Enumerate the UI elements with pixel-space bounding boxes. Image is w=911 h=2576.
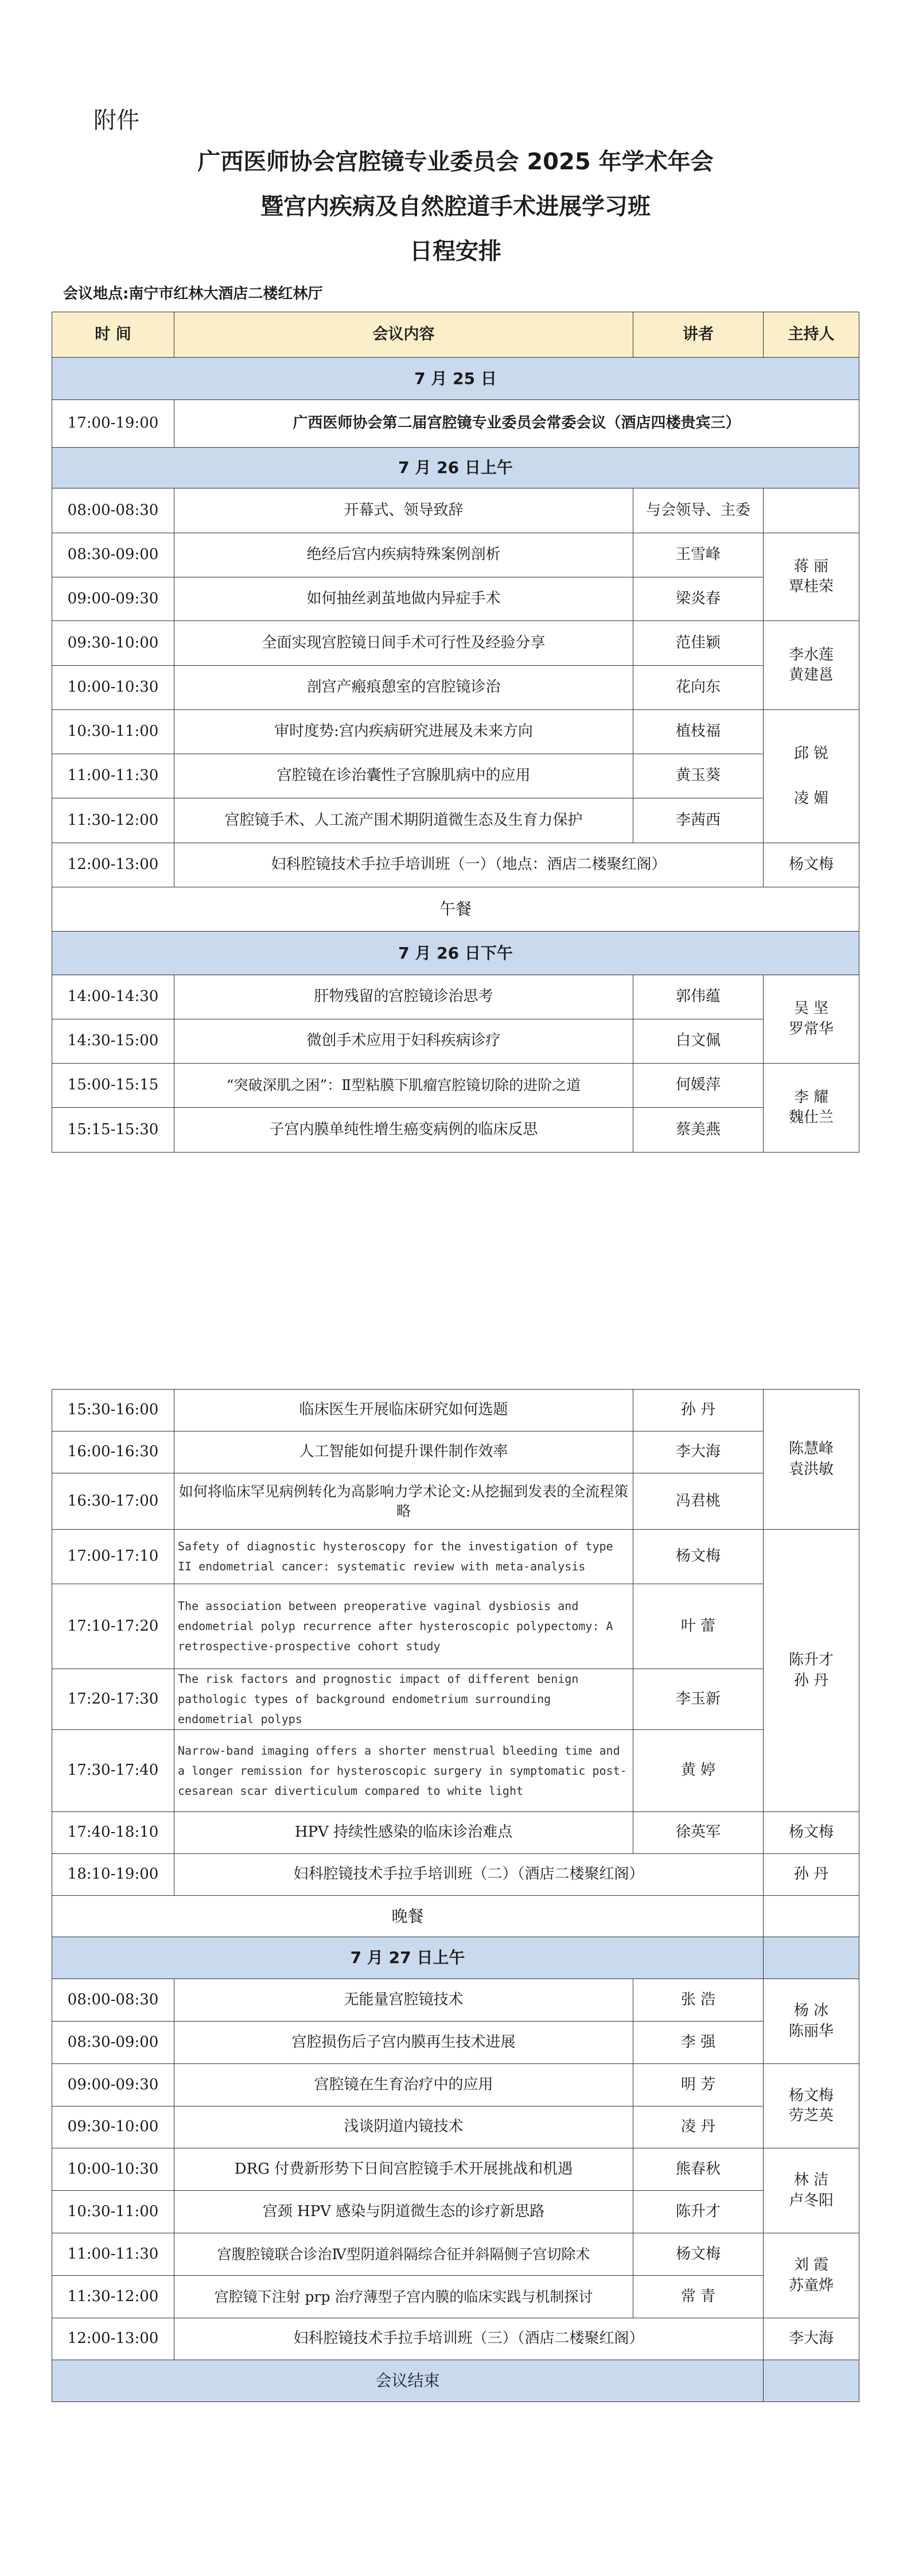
row-time: 08:00-08:30: [52, 1979, 174, 2022]
row-topic: 妇科腔镜技术手拉手培训班（三）（酒店二楼聚红阁）: [174, 2318, 764, 2360]
row-topic: 如何抽丝剥茧地做内异症手术: [174, 577, 633, 621]
venue: 会议地点:南宁市红林大酒店二楼红林厅: [63, 285, 323, 302]
row-topic: DRG 付费新形势下日间宫腔镜手术开展挑战和机遇: [174, 2148, 633, 2191]
row-time: 15:00-15:15: [52, 1064, 174, 1108]
header-content: 会议内容: [174, 312, 633, 358]
host-cell: [764, 1854, 859, 1896]
row-topic: 宫腔镜下注射 prp 治疗薄型子宫内膜的临床实践与机制探讨: [174, 2276, 633, 2318]
host-name: 凌 媚: [793, 789, 829, 807]
row-time: 08:30-09:00: [52, 533, 174, 577]
row-topic: 宫腔镜在生育治疗中的应用: [174, 2064, 633, 2106]
host-cell: [764, 1390, 859, 1530]
row-time: 08:30-09:00: [52, 2022, 174, 2064]
host-name: 杨文梅: [788, 2086, 834, 2104]
table-row: [52, 1854, 859, 1896]
row-time: 10:30-11:00: [52, 2191, 174, 2233]
row-time: 12:00-13:00: [52, 2318, 174, 2360]
row-topic: 宫腔镜手术、人工流产围术期阴道微生态及生育力保护: [174, 798, 633, 843]
host-name: 杨 冰: [793, 2002, 829, 2020]
row-time: 12:00-13:00: [52, 843, 174, 887]
row-time: 14:30-15:00: [52, 1019, 174, 1064]
schedule-table-part-1: [52, 312, 859, 1153]
empty-cell: [764, 1896, 859, 1937]
row-speaker: 植枝福: [633, 710, 764, 754]
table-row: [52, 1019, 859, 1064]
host-name: 陈丽华: [788, 2022, 834, 2040]
host-name: 陈升才: [788, 1651, 834, 1669]
row-time: 17:00-19:00: [52, 400, 174, 448]
host-name: 杨文梅: [788, 1824, 834, 1841]
host-name: 林 洁: [793, 2171, 829, 2189]
row-speaker: 李茜西: [633, 798, 764, 843]
row-time: 18:10-19:00: [52, 1854, 174, 1896]
table-row: [52, 2022, 859, 2064]
row-topic: 无能量宫腔镜技术: [174, 1979, 633, 2022]
row-topic: 人工智能如何提升课件制作效率: [174, 1431, 633, 1473]
row-speaker: 杨文梅: [633, 1530, 764, 1584]
row-speaker: 孙 丹: [633, 1390, 764, 1431]
row-topic: 妇科腔镜技术手拉手培训班（一）（地点：酒店二楼聚红阁）: [174, 843, 764, 887]
table-row: [52, 2148, 859, 2191]
row-speaker: 何媛萍: [633, 1064, 764, 1108]
row-time: 11:00-11:30: [52, 754, 174, 798]
row-topic: 浅谈阴道内镜技术: [174, 2106, 633, 2148]
table-row: [52, 754, 859, 798]
host-cell: [764, 2233, 859, 2318]
section-row-day2-am: [52, 448, 859, 488]
row-time: 09:00-09:30: [52, 577, 174, 621]
table-row: [52, 1431, 859, 1473]
row-time: 09:00-09:30: [52, 2064, 174, 2106]
table-row: [52, 975, 859, 1019]
row-time: 09:30-10:00: [52, 2106, 174, 2148]
row-time: 10:30-11:00: [52, 710, 174, 754]
host-cell: [764, 2318, 859, 2360]
host-name: 刘 霞: [793, 2256, 829, 2274]
row-topic: The risk factors and prognostic impact of different benign pathologic types of background endometrium surrounding endometrial polyps: [174, 1669, 633, 1730]
row-speaker: 常 青: [633, 2276, 764, 2318]
row-speaker: 花向东: [633, 666, 764, 710]
host-name: 魏仕兰: [788, 1109, 834, 1126]
host-cell: [764, 533, 859, 621]
doc-title-line-3: 日程安排: [410, 238, 501, 265]
host-cell: [764, 1979, 859, 2064]
row-speaker: 黄玉葵: [633, 754, 764, 798]
table-header-row: [52, 312, 859, 358]
table-row: [52, 2064, 859, 2106]
row-topic: 剖宫产瘢痕憩室的宫腔镜诊治: [174, 666, 633, 710]
row-topic: 全面实现宫腔镜日间手术可行性及经验分享: [174, 621, 633, 666]
table-row: [52, 1669, 859, 1730]
row-topic: 宫腹腔镜联合诊治Ⅳ型阴道斜隔综合征并斜隔侧子宫切除术: [174, 2233, 633, 2276]
row-time: 08:00-08:30: [52, 488, 174, 533]
meal-row: [52, 1896, 859, 1937]
section-row-day2-pm: [52, 932, 859, 975]
host-cell: [764, 1530, 859, 1812]
section-label: 7 月 27 日上午: [52, 1937, 764, 1979]
host-cell: [764, 1064, 859, 1153]
host-name: 李 耀: [793, 1088, 829, 1106]
row-time: 11:30-12:00: [52, 2276, 174, 2318]
row-time: 11:00-11:30: [52, 2233, 174, 2276]
row-speaker: 梁炎春: [633, 577, 764, 621]
host-cell: [764, 2148, 859, 2233]
row-topic: 肝物残留的宫腔镜诊治思考: [174, 975, 633, 1019]
row-topic: HPV 持续性感染的临床诊治难点: [174, 1812, 633, 1854]
section-label: 7 月 26 日下午: [52, 932, 859, 975]
row-time: 09:30-10:00: [52, 621, 174, 666]
row-time: 10:00-10:30: [52, 2148, 174, 2191]
table-row: [52, 666, 859, 710]
host-cell: [764, 843, 859, 887]
table-row: [52, 843, 859, 887]
row-time: 14:00-14:30: [52, 975, 174, 1019]
table-row: [52, 710, 859, 754]
row-topic: 开幕式、领导致辞: [174, 488, 633, 533]
row-time: 11:30-12:00: [52, 798, 174, 843]
section-label: 7 月 25 日: [52, 358, 859, 400]
closing-row: [52, 2360, 859, 2402]
table-row: [52, 798, 859, 843]
meal-label: 晚餐: [52, 1896, 764, 1937]
host-cell: [764, 975, 859, 1064]
row-speaker: 徐英军: [633, 1812, 764, 1854]
host-name: 苏童烨: [788, 2276, 834, 2294]
row-speaker: 杨文梅: [633, 2233, 764, 2276]
host-name: 黄建邕: [788, 666, 834, 684]
table-row: [52, 1064, 859, 1108]
row-topic: 如何将临床罕见病例转化为高影响力学术论文:从挖掘到发表的全流程策略: [174, 1473, 633, 1530]
table-row: [52, 2318, 859, 2360]
row-topic: 微创手术应用于妇科疾病诊疗: [174, 1019, 633, 1064]
row-time: 16:30-17:00: [52, 1473, 174, 1530]
row-time: 17:10-17:20: [52, 1584, 174, 1669]
host-cell: [764, 2064, 859, 2148]
row-time: 17:40-18:10: [52, 1812, 174, 1854]
table-row: [52, 2276, 859, 2318]
row-speaker: 李 强: [633, 2022, 764, 2064]
row-time: 15:30-16:00: [52, 1390, 174, 1431]
host-name: 杨文梅: [788, 856, 834, 874]
host-name: 蒋 丽: [793, 557, 829, 575]
meal-label: 午餐: [52, 887, 859, 932]
section-label: 7 月 26 日上午: [52, 448, 859, 488]
row-speaker: 李玉新: [633, 1669, 764, 1730]
row-speaker: 叶 蕾: [633, 1584, 764, 1669]
host-name: 陈慧峰: [788, 1440, 834, 1458]
row-speaker: 郭伟蕴: [633, 975, 764, 1019]
row-speaker: 张 浩: [633, 1979, 764, 2022]
row-topic: 临床医生开展临床研究如何选题: [174, 1390, 633, 1431]
section-row-day1: [52, 358, 859, 400]
table-row: [52, 1473, 859, 1530]
row-speaker: 黄 婷: [633, 1730, 764, 1812]
row-topic: The association between preoperative vaginal dysbiosis and endometrial polyp recurrence after hysteroscopic polypectomy: A retrospective-prospective cohort study: [174, 1584, 633, 1669]
host-name: 李大海: [788, 2330, 834, 2348]
empty-cell: [764, 1937, 859, 1979]
section-row-day3-am: [52, 1937, 859, 1979]
row-time: 10:00-10:30: [52, 666, 174, 710]
host-cell: [764, 621, 859, 710]
row-topic: 妇科腔镜技术手拉手培训班（二）（酒店二楼聚红阁）: [174, 1854, 764, 1896]
host-name: 吴 坚: [793, 1000, 829, 1018]
row-speaker: 白文佩: [633, 1019, 764, 1064]
host-name: 孙 丹: [793, 1865, 829, 1883]
row-speaker: 凌 丹: [633, 2106, 764, 2148]
row-topic: 广西医师协会第二届宫腔镜专业委员会常委会议（酒店四楼贵宾三）: [174, 400, 859, 448]
doc-title-line-1: 广西医师协会宫腔镜专业委员会 2025 年学术年会: [197, 149, 714, 175]
row-topic: Narrow-band imaging offers a shorter menstrual bleeding time and a longer remission for hysteroscopic surgery in symptomatic post-cesarean scar diverticulum compared to white light: [174, 1730, 633, 1812]
table-row: [52, 1390, 859, 1431]
table-row: [52, 533, 859, 577]
row-topic: Safety of diagnostic hysteroscopy for the investigation of type II endometrial cancer: systematic review with meta-analysis: [174, 1530, 633, 1584]
row-speaker: 明 芳: [633, 2064, 764, 2106]
host-cell: [764, 488, 859, 533]
row-speaker: 范佳颖: [633, 621, 764, 666]
table-row: [52, 1812, 859, 1854]
row-topic: 绝经后宫内疾病特殊案例剖析: [174, 533, 633, 577]
table-row: [52, 621, 859, 666]
row-topic: 宫腔损伤后子宫内膜再生技术进展: [174, 2022, 633, 2064]
empty-cell: [764, 2360, 859, 2402]
row-time: 16:00-16:30: [52, 1431, 174, 1473]
table-row: [52, 1584, 859, 1669]
table-row: [52, 488, 859, 533]
row-topic: 子宫内膜单纯性增生癌变病例的临床反思: [174, 1108, 633, 1153]
table-row: [52, 1730, 859, 1812]
table-row: [52, 1979, 859, 2022]
header-time: 时 间: [52, 312, 174, 358]
row-topic: 审时度势:宫内疾病研究进展及未来方向: [174, 710, 633, 754]
host-name: 劳芝英: [788, 2107, 834, 2124]
row-topic: “突破深肌之困”：Ⅱ型粘膜下肌瘤宫腔镜切除的进阶之道: [174, 1064, 633, 1108]
row-topic: 宫腔镜在诊治囊性子宫腺肌病中的应用: [174, 754, 633, 798]
host-name: 覃桂荣: [788, 578, 834, 595]
host-name: 李水莲: [788, 646, 834, 664]
table-row: [52, 1530, 859, 1584]
table-row: [52, 1108, 859, 1153]
host-name: 罗常华: [788, 1020, 834, 1038]
row-speaker: 冯君桃: [633, 1473, 764, 1530]
closing-label: 会议结束: [52, 2360, 764, 2402]
doc-title-line-2: 暨宫内疾病及自然腔道手术进展学习班: [260, 193, 651, 220]
host-name: 袁洪敏: [788, 1460, 834, 1478]
host-cell: [764, 1812, 859, 1854]
table-row: [52, 400, 859, 448]
table-row: [52, 577, 859, 621]
row-speaker: 熊春秋: [633, 2148, 764, 2191]
row-speaker: 与会领导、主委: [633, 488, 764, 533]
table-row: [52, 2106, 859, 2148]
row-speaker: 李大海: [633, 1431, 764, 1473]
row-speaker: 王雪峰: [633, 533, 764, 577]
row-time: 17:00-17:10: [52, 1530, 174, 1584]
host-name: 卢冬阳: [788, 2191, 834, 2209]
host-cell: [764, 710, 859, 843]
meal-row: [52, 887, 859, 932]
table-row: [52, 2191, 859, 2233]
header-host: 主持人: [764, 312, 859, 358]
row-time: 17:20-17:30: [52, 1669, 174, 1730]
row-speaker: 陈升才: [633, 2191, 764, 2233]
host-name: 孙 丹: [793, 1671, 829, 1689]
row-speaker: 蔡美燕: [633, 1108, 764, 1153]
row-topic: 宫颈 HPV 感染与阴道微生态的诊疗新思路: [174, 2191, 633, 2233]
host-name: 邱 锐: [793, 745, 829, 763]
schedule-table-part-2: [52, 1389, 859, 2402]
row-time: 17:30-17:40: [52, 1730, 174, 1812]
row-time: 15:15-15:30: [52, 1108, 174, 1153]
table-row: [52, 2233, 859, 2276]
header-speaker: 讲者: [633, 312, 764, 358]
attachment-label: 附件: [94, 107, 139, 134]
